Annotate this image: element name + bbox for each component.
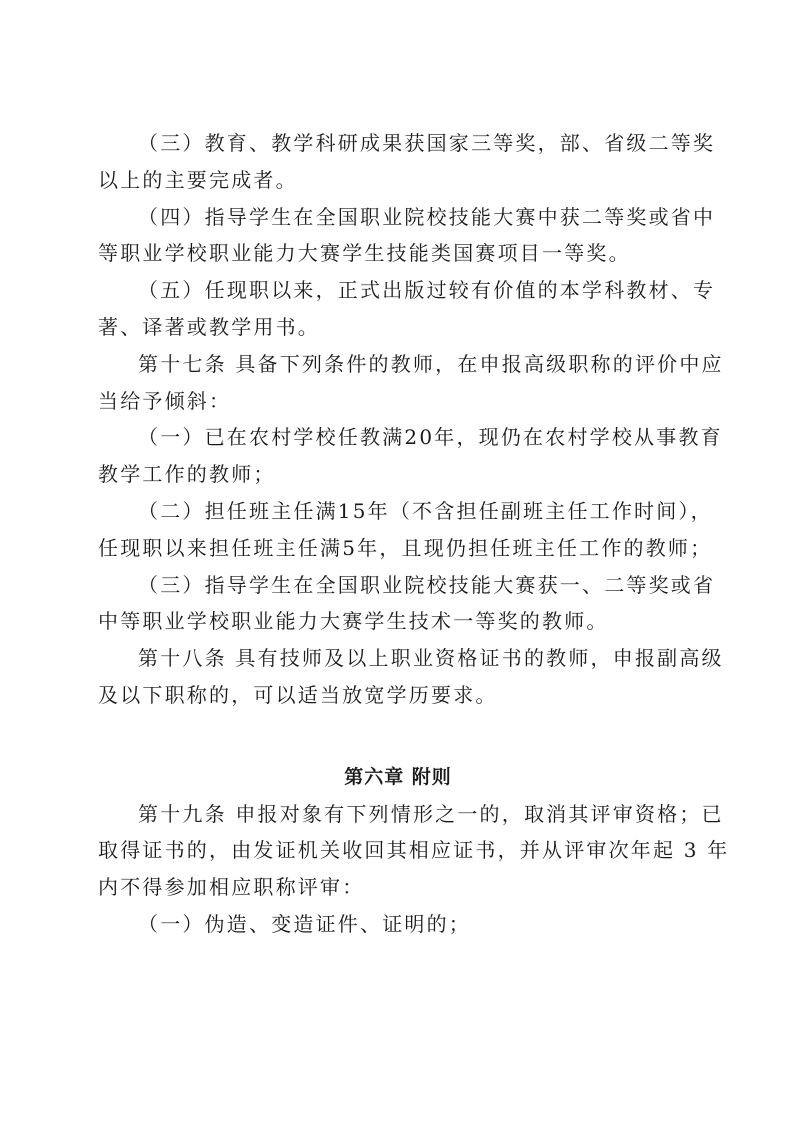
paragraph-line: 第十八条 具有技师及以上职业资格证书的教师，申报副高级	[138, 646, 724, 671]
paragraph-line: （四）指导学生在全国职业院校技能大赛中获二等奖或省中	[138, 204, 716, 229]
chapter-title: 第六章 附则	[344, 765, 452, 788]
paragraph-line: 取得证书的，由发证机关收回其相应证书，并从评审次年起 3 年	[98, 838, 730, 863]
paragraph-line: （一）伪造、变造证件、证明的；	[138, 911, 471, 936]
paragraph-line: 任现职以来担任班主任满5年，且现仍担任班主任工作的教师；	[98, 535, 713, 560]
paragraph-line: 中等职业学校职业能力大赛学生技术一等奖的教师。	[98, 609, 609, 634]
document-body	[98, 125, 730, 943]
paragraph-line: 教学工作的教师；	[98, 462, 276, 487]
paragraph-line: 以上的主要完成者。	[98, 167, 298, 192]
paragraph-line: （二）担任班主任满15年（不含担任副班主任工作时间），	[138, 498, 713, 523]
paragraph-line: 等职业学校职业能力大赛学生技能类国赛项目一等奖。	[98, 241, 631, 266]
paragraph-line: 第十九条 申报对象有下列情形之一的，取消其评审资格；已	[138, 801, 724, 826]
paragraph-line: 著、译著或教学用书。	[98, 314, 320, 339]
paragraph-line: 及以下职称的，可以适当放宽学历要求。	[98, 682, 498, 707]
paragraph-line: （五）任现职以来，正式出版过较有价值的本学科教材、专	[138, 278, 716, 303]
paragraph-line: （三）指导学生在全国职业院校技能大赛获一、二等奖或省	[138, 572, 716, 597]
paragraph-line: （三）教育、教学科研成果获国家三等奖，部、省级二等奖	[138, 131, 716, 155]
paragraph-line: 当给予倾斜：	[98, 388, 232, 413]
paragraph-line: （一）已在农村学校任教满20年，现仍在农村学校从事教育	[138, 425, 723, 450]
paragraph-line: 内不得参加相应职称评审：	[98, 875, 365, 900]
paragraph-line: 第十七条 具备下列条件的教师，在申报高级职称的评价中应	[138, 351, 724, 376]
